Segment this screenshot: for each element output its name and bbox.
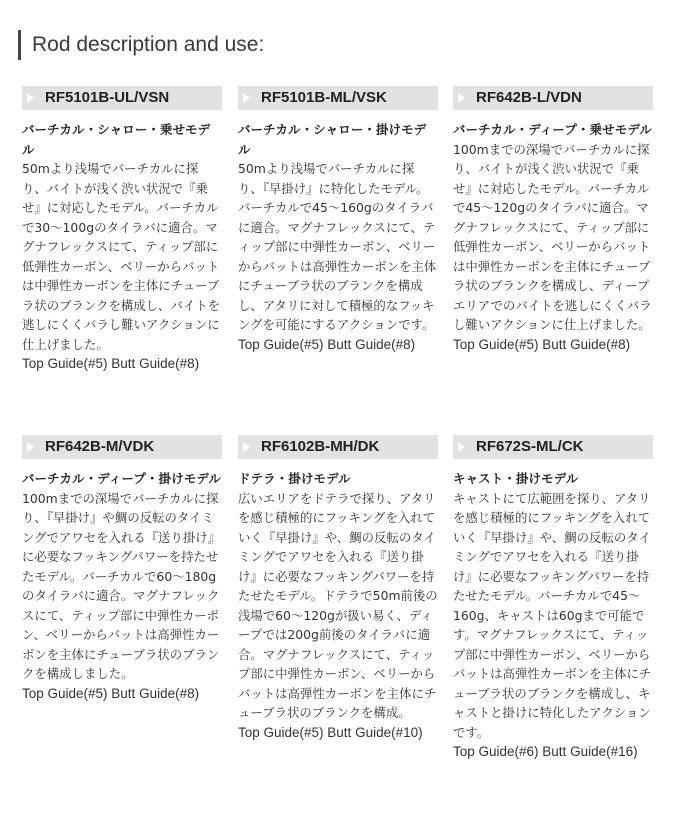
rod-model-name: RF642B-M/VDK <box>45 438 155 455</box>
rod-card <box>238 435 438 743</box>
rod-model-name: RF5101B-UL/VSN <box>45 89 170 106</box>
rod-card-header <box>453 435 653 459</box>
rod-subtitle: バーチカル・シャロー・乗せモデル <box>22 122 211 157</box>
rod-subtitle: バーチカル・シャロー・掛けモデル <box>238 122 427 157</box>
rod-card-header <box>453 86 653 110</box>
rod-card-header <box>238 435 438 459</box>
caret-right-icon <box>240 89 252 107</box>
caret-right-icon <box>455 438 467 456</box>
rod-card <box>453 435 653 762</box>
rod-model-name: RF5101B-ML/VSK <box>261 89 387 106</box>
rod-description: 100mまでの深場でバーチカルに探り、バイトが浅く渋い状況で『乗せ』に対応したモデル。バーチカルで45～120gのタイラバに適合。マグナフレックスにて、ティップ部に低弾性カーボン、ベリーからバットは中弾性カーボンを主体にチューブラ状のブランクを構成し、ディープエリアでのバイトを逃しにくくバラし難いアクションに仕上げました。 <box>453 141 652 332</box>
caret-right-icon <box>240 438 252 456</box>
caret-right-icon <box>24 89 36 107</box>
rod-card-header <box>22 435 222 459</box>
rod-guide-spec: Top Guide(#5) Butt Guide(#8) <box>453 336 631 352</box>
rod-card-header <box>238 86 438 110</box>
rod-description: 50mより浅場でバーチカルに探り、バイトが浅く渋い状況で『乗せ』に対応したモデル。バーチカルで30～100gのタイラバに適合。マグナフレックスにて、ティップ部に低弾性カーボン、ベリーからバットは中弾性カーボンを主体にチューブラ状のブランクを構成し、バイトを逃しにくくバラし難いアクションに仕上げました。 <box>22 161 221 352</box>
rod-card-header <box>22 86 222 110</box>
rod-guide-spec: Top Guide(#5) Butt Guide(#8) <box>22 685 200 701</box>
rod-card <box>22 435 222 704</box>
rod-subtitle: バーチカル・ディープ・乗せモデル <box>453 122 652 137</box>
caret-right-icon <box>455 89 467 107</box>
page-title: Rod description and use: <box>32 33 265 56</box>
rod-card <box>238 86 438 355</box>
rod-description: 100mまでの深場でバーチカルに探り、『早掛け』や鯛の反転のタイミングでアワセを入れる『送り掛け』に必要なフッキングパワーを持たせたモデル。バーチカルで60～180gのタイラバに適合。マグナフレックスにて、ティップ部に中弾性カーボン、ベリーからバットは高弾性カーボンを主体にチューブラ状のブランクを構成しました。 <box>22 490 221 681</box>
page-header <box>18 30 264 60</box>
rod-card <box>22 86 222 374</box>
rod-guide-spec: Top Guide(#5) Butt Guide(#8) <box>22 356 200 371</box>
rod-model-name: RF642B-L/VDN <box>476 89 582 106</box>
rod-description: 50mより浅場でバーチカルに探り、『早掛け』に特化したモデル。バーチカルで45～160gのタイラバに適合。マグナフレックスにて、ティップ部に中弾性カーボン、ベリーからバットは高弾性カーボンを主体にチューブラ状のブランクを構成し、アタリに対して積極的なフッキングを可能にするアクションです。 <box>238 161 437 332</box>
rod-subtitle: ドテラ・掛けモデル <box>238 471 351 486</box>
rod-model-name: RF6102B-MH/DK <box>261 438 380 455</box>
rod-card <box>453 86 653 355</box>
rod-description: キャストにて広範囲を探り、アタリを感じ積極的にフッキングを入れていく『早掛け』や、鯛の反転のタイミングでアワセを入れる『送り掛け』に必要なフッキングパワーを持たせたモデル。バーチカルで45～160g、キャストは60gまで可能です。マグナフレックスにて、ティップ部に中弾性カーボン、ベリーからバットは高弾性カーボンを主体にチューブラ状のブランクを構成し、キャストと掛けに特化したアクションです。 <box>453 490 652 740</box>
rod-subtitle: キャスト・掛けモデル <box>453 471 579 486</box>
caret-right-icon <box>24 438 36 456</box>
rod-subtitle: バーチカル・ディープ・掛けモデル <box>22 471 221 486</box>
rod-description: 広いエリアをドテラで探り、アタリを感じ積極的にフッキングを入れていく『早掛け』や、鯛の反転のタイミングでアワセを入れる『送り掛け』に必要なフッキングパワーを持たせたモデル。ドテラで50m前後の浅場で60～120gが扱い易く、ディープでは200g前後のタイラバに適合。マグナフレックスにて、ティップ部に中弾性カーボン、ベリーからバットは高弾性カーボンを主体にチューブラ状のブランクを構成。 <box>238 490 438 720</box>
rod-guide-spec: Top Guide(#5) Butt Guide(#8) <box>238 336 416 352</box>
rod-guide-spec: Top Guide(#6) Butt Guide(#16) <box>453 744 638 759</box>
rod-model-name: RF672S-ML/CK <box>476 438 584 455</box>
rod-guide-spec: Top Guide(#5) Butt Guide(#10) <box>238 724 423 740</box>
